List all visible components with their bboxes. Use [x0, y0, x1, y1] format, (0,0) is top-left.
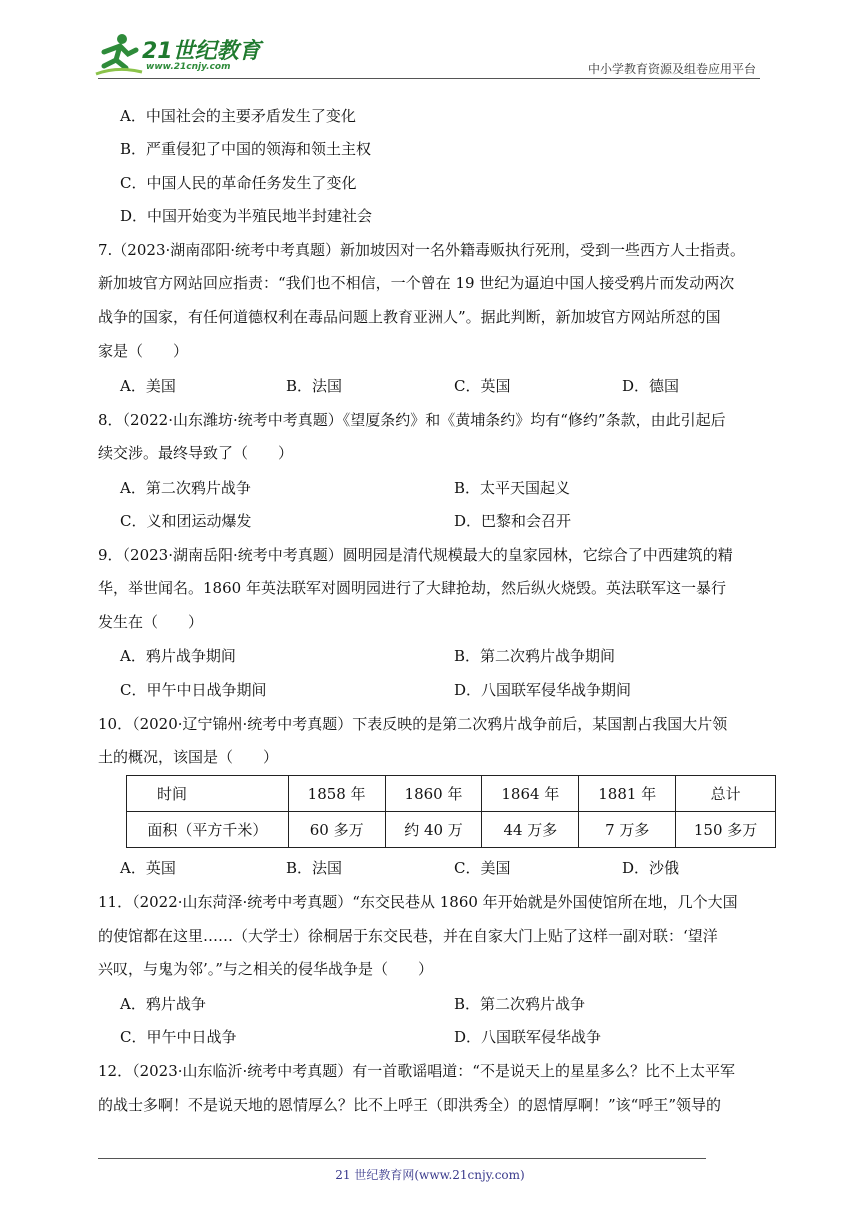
- table-cell: 1881 年: [579, 776, 676, 812]
- q9-stem-line: 华，举世闻名。1860 年英法联军对圆明园进行了大肆抢劫，然后纵火烧毁。英法联军这一暴行: [98, 579, 726, 597]
- q8-option-b: B．太平天国起义: [454, 479, 571, 497]
- table-cell: 时间: [127, 776, 289, 812]
- q10-stem-line: 10．（2020·辽宁锦州·统考中考真题）下表反映的是第二次鸦片战争前后，某国割占我国大片领: [98, 715, 728, 733]
- table-cell: 1864 年: [482, 776, 579, 812]
- q6-option-c: C．中国人民的革命任务发生了变化: [120, 174, 357, 192]
- table-cell: 1860 年: [385, 776, 482, 812]
- q7-stem-line: 家是（ ）: [98, 342, 189, 360]
- q7-stem-line: 战争的国家，有任何道德权利在毒品问题上教育亚洲人”。据此判断，新加坡官方网站所怼的国: [98, 308, 721, 326]
- footer-divider: [98, 1158, 706, 1159]
- q7-option-d: D．德国: [622, 377, 680, 395]
- q8-option-a: A．第二次鸦片战争: [120, 479, 251, 497]
- table-cell: 1858 年: [288, 776, 385, 812]
- q11-option-d: D．八国联军侵华战争: [454, 1028, 602, 1046]
- q10-option-a: A．英国: [120, 859, 176, 877]
- q10-stem-line: 土的概况，该国是（ ）: [98, 748, 279, 766]
- q8-stem-line: 续交涉。最终导致了（ ）: [98, 444, 294, 462]
- q12-stem-line: 的战士多啊！不是说天地的恩情厚么？比不上呼王（即洪秀全）的恩情厚啊！”该“呼王”领导的: [98, 1096, 722, 1114]
- table-cell: 约 40 万: [385, 812, 482, 848]
- logo-text: 21世纪教育: [142, 39, 261, 64]
- page-header: [0, 0, 860, 80]
- table-header-row: [127, 776, 776, 812]
- table-cell: 44 万多: [482, 812, 579, 848]
- table-cell: 7 万多: [579, 812, 676, 848]
- table-row: [127, 812, 776, 848]
- q8-option-d: D．巴黎和会召开: [454, 512, 572, 530]
- footer-link[interactable]: 21 世纪教育网(www.21cnjy.com): [335, 1168, 525, 1182]
- q11-stem-line: 11．（2022·山东菏泽·统考中考真题）“东交民巷从 1860 年开始就是外国使馆所在地，几个大国: [98, 893, 738, 911]
- q7-option-c: C．英国: [454, 377, 511, 395]
- q11-option-a: A．鸦片战争: [120, 995, 206, 1013]
- q11-option-c: C．甲午中日战争: [120, 1028, 237, 1046]
- q9-option-a: A．鸦片战争期间: [120, 647, 236, 665]
- q8-stem-line: 8．（2022·山东潍坊·统考中考真题）《望厦条约》和《黄埔条约》均有“修约”条款，由此引起后: [98, 411, 726, 429]
- platform-title: 中小学教育资源及组卷应用平台: [587, 62, 756, 76]
- q7-option-b: B．法国: [286, 377, 343, 395]
- logo-url: www.21cnjy.com: [146, 62, 231, 72]
- territory-table: [126, 775, 776, 848]
- q10-option-c: C．美国: [454, 859, 511, 877]
- q9-option-d: D．八国联军侵华战争期间: [454, 681, 632, 699]
- q10-option-b: B．法国: [286, 859, 343, 877]
- q7-stem-line: 新加坡官方网站回应指责：“我们也不相信，一个曾在 19 世纪为逼迫中国人接受鸦片而发动两次: [98, 274, 735, 292]
- q12-stem-line: 12．（2023·山东临沂·统考中考真题）有一首歌谣唱道：“不是说天上的星星多么？比不上太平军: [98, 1062, 735, 1080]
- q11-option-b: B．第二次鸦片战争: [454, 995, 586, 1013]
- header-divider: [98, 78, 760, 79]
- q9-option-c: C．甲午中日战争期间: [120, 681, 267, 699]
- q6-option-d: D．中国开始变为半殖民地半封建社会: [120, 207, 373, 225]
- q8-option-c: C．义和团运动爆发: [120, 512, 252, 530]
- runner-logo-icon: [92, 32, 144, 78]
- table-cell: 60 多万: [288, 812, 385, 848]
- q11-stem-line: 兴叹，与鬼为邻’。”与之相关的侵华战争是（ ）: [98, 960, 433, 978]
- q9-option-b: B．第二次鸦片战争期间: [454, 647, 616, 665]
- q6-option-b: B．严重侵犯了中国的领海和领土主权: [120, 140, 372, 158]
- q7-option-a: A．美国: [120, 377, 176, 395]
- q9-stem-line: 9．（2023·湖南岳阳·统考中考真题）圆明园是清代规模最大的皇家园林，它综合了中西建筑的精: [98, 546, 733, 564]
- q7-stem-line: 7.（2023·湖南邵阳·统考中考真题）新加坡因对一名外籍毒贩执行死刑，受到一些西方人士指责。: [98, 241, 746, 259]
- q10-option-d: D．沙俄: [622, 859, 680, 877]
- table-cell: 总计: [676, 776, 776, 812]
- table-cell: 150 多万: [676, 812, 776, 848]
- site-logo: [92, 32, 262, 78]
- table-cell: 面积（平方千米）: [127, 812, 289, 848]
- q6-option-a: A．中国社会的主要矛盾发生了变化: [120, 107, 356, 125]
- q9-stem-line: 发生在（ ）: [98, 613, 204, 631]
- q11-stem-line: 的使馆都在这里……（大学士）徐桐居于东交民巷，并在自家大门上贴了这样一副对联：‘望洋: [98, 927, 718, 945]
